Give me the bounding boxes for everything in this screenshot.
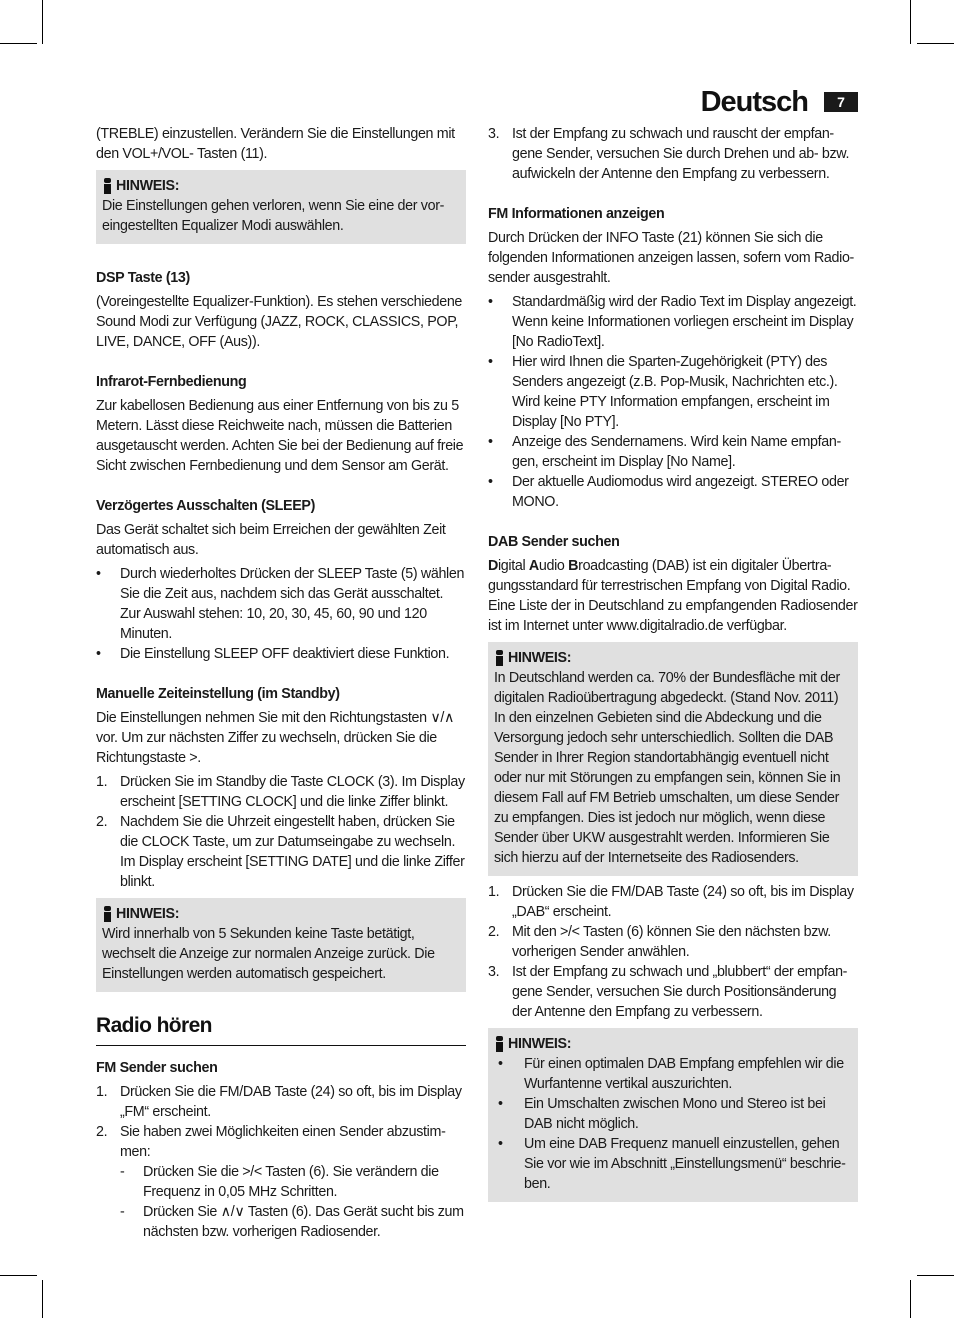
list-item: • Durch wiederholtes Drücken der SLEEP Taste (5) wählen Sie die Zeit aus, nachdem sich das Gerät ausschaltet. Zur Auswahl stehen: 10, 20, 30, 45, 60, 90 und 120 Minuten. [96,566,465,642]
crop-mark [42,0,43,44]
info-icon [102,906,113,922]
section-heading: DAB Sender suchen [488,534,620,550]
list-item: 3. Ist der Empfang zu schwach und rauscht der empfangene Sender, versuchen Sie durch Drehen und ab- bzw. aufwickeln der Antenne den Empfang zu verbessern. [488,126,850,182]
section-heading: DSP Taste (13) [96,270,190,286]
info-icon [494,650,505,666]
list-item: 2. Sie haben zwei Möglichkeiten einen Sender abzustimmen: [96,1124,446,1160]
paragraph: (Voreingestellte Equalizer-Funktion). Es stehen verschiedene Sound Modi zur Verfügung (JAZZ, ROCK, CLASSICS, POP, LIVE, DANCE, OFF (Aus)). [96,294,463,350]
list-item: • Die Einstellung SLEEP OFF deaktiviert diese Funktion. [96,646,450,662]
crop-mark [917,43,954,44]
note-label: HINWEIS: [508,650,572,666]
note-text: Wird innerhalb von 5 Sekunden keine Taste betätigt, wechselt die Anzeige zur normalen Anzeige zurück. Die Einstellungen werden automatisch gespeichert. [102,926,435,982]
bullet: • [96,566,101,582]
list-item: 1. Drücken Sie die FM/DAB Taste (24) so oft, bis im Display „FM“ erscheint. [96,1084,462,1120]
note-label: HINWEIS: [116,178,180,194]
section-heading: Verzögertes Ausschalten (SLEEP) [96,498,316,514]
list-item: 1. Drücken Sie im Standby die Taste CLOCK (3). Im Display erscheint [SETTING CLOCK] und die linke Ziffer blinkt. [96,774,465,810]
left-column [96,124,466,1242]
paragraph: Die Einstellungen nehmen Sie mit den Richtungstasten ∨/∧ vor. Um zur nächsten Ziffer zu wechseln, drücken Sie die Richtungstaste >. [96,710,455,766]
list-item: • Für einen optimalen DAB Empfang empfehlen wir die Wurfantenne vertikal auszurichten. [498,1056,844,1092]
list-item: • Der aktuelle Audiomodus wird angezeigt. STEREO oder MONO. [488,474,849,510]
list-item: • Um eine DAB Frequenz manuell einzustellen, gehen Sie vor wie im Abschnitt „Einstellungsmenü“ beschrieben. [498,1136,846,1192]
note-text: In Deutschland werden ca. 70% der Bundesfläche mit der digitalen Radioübertragung abgedeckt. (Stand Nov. 2011) In den einzelnen Gebieten sind die Abdeckung und die Versorgung jedoch sehr unterschiedlich. Sollten die DAB Sender in Ihrer Region standortabhängig eventuell nicht oder nur mit Störungen zu empfangen sein, können Sie in diesem Fall auf FM Betrieb umschalten, um diese Sender zu empfangen. Dies ist jedoch nur möglich, wenn diese Sender über UKW ausgestrahlt werden. Informieren Sie sich hierzu auf der Internetseite des Radiosenders. [494,670,841,866]
note-label: HINWEIS: [116,906,180,922]
crop-mark [0,43,37,44]
paragraph: Durch Drücken der INFO Taste (21) können Sie sich die folgenden Informationen anzeigen lassen, sofern vom Radiosender ausgestrahlt. [488,230,855,286]
list-item: 1. Drücken Sie die FM/DAB Taste (24) so oft, bis im Display „DAB“ erscheint. [488,884,854,920]
crop-mark [917,1275,954,1276]
list-item: • Ein Umschalten zwischen Mono und Stereo ist bei DAB nicht möglich. [498,1096,826,1132]
list-item: - Drücken Sie ∧/∨ Tasten (6). Das Gerät sucht bis zum nächsten bzw. vorherigen Radiosender. [120,1204,464,1240]
list-item: • Anzeige des Sendernamens. Wird kein Name empfangen, erscheint im Display [No Name]. [488,434,842,470]
section-heading: FM Informationen anzeigen [488,206,665,222]
section-heading: Manuelle Zeiteinstellung (im Standby) [96,686,340,702]
paragraph: Das Gerät schaltet sich beim Erreichen der gewählten Zeit automatisch aus. [96,522,446,558]
list-item: 3. Ist der Empfang zu schwach und „blubbert“ der empfangene Sender, versuchen Sie durch Positionsänderung der Antenne den Empfang zu verbessern. [488,964,848,1020]
note-text: Die Einstellungen gehen verloren, wenn Sie eine der voreingestellten Equalizer Modi auswählen. [102,198,445,234]
page-number: 7 [824,92,858,112]
intro-paragraph: (TREBLE) einzustellen. Verändern Sie die Einstellungen mit den VOL+/VOL- Tasten (11). [96,126,455,162]
crop-mark [42,1280,43,1318]
crop-mark [0,1275,37,1276]
paragraph: Digital Audio Broadcasting (DAB) ist ein digitaler Übertragungsstandard für terrestrischen Empfang von Digital Radio. Eine Liste der in Deutschland zu empfangenden Radiosender ist im Internet unter www.digitalradio.de verfügbar. [488,558,858,634]
right-column [488,124,858,1208]
list-item: - Drücken Sie die >/< Tasten (6). Sie verändern die Frequenz in 0,05 MHz Schritten. [120,1164,439,1200]
note-box [96,170,466,244]
note-label: HINWEIS: [508,1036,572,1052]
list-item: 2. Nachdem Sie die Uhrzeit eingestellt haben, drücken Sie die CLOCK Taste, um zur Datumseingabe zu wechseln. Im Display erscheint [SETTING DATE] und die linke Ziffer blinkt. [96,814,465,890]
info-icon [102,178,113,194]
section-heading: Infrarot-Fernbedienung [96,374,247,390]
page-language-title: Deutsch [700,86,808,118]
bullet: • [96,646,101,662]
paragraph: Zur kabellosen Bedienung aus einer Entfernung von bis zu 5 Metern. Lässt diese Reichweite nach, müssen die Batterien ausgetauscht werden. Achten Sie bei der Bedienung auf freie Sicht zwischen Fernbedienung und dem Sensor am Gerät. [96,398,464,474]
note-box [488,642,858,876]
note-box [488,1028,858,1202]
crop-mark [910,0,911,44]
info-icon [494,1036,505,1052]
note-box [96,898,466,992]
crop-mark [910,1280,911,1318]
list-item: • Standardmäßig wird der Radio Text im Display angezeigt. Wenn keine Informationen vorliegen erscheint im Display [No RadioText]. [488,294,857,350]
section-heading: FM Sender suchen [96,1060,218,1076]
list-item: • Hier wird Ihnen die Sparten-Zugehörigkeit (PTY) des Senders angezeigt (z.B. Pop-Musik, Nachrichten etc.). Wird keine PTY Information empfangen, erscheint im Display [No PTY]. [488,354,838,430]
section-title: Radio hören [96,1012,466,1046]
list-item: 2. Mit den >/< Tasten (6) können Sie den nächsten bzw. vorherigen Sender anwählen. [488,924,831,960]
